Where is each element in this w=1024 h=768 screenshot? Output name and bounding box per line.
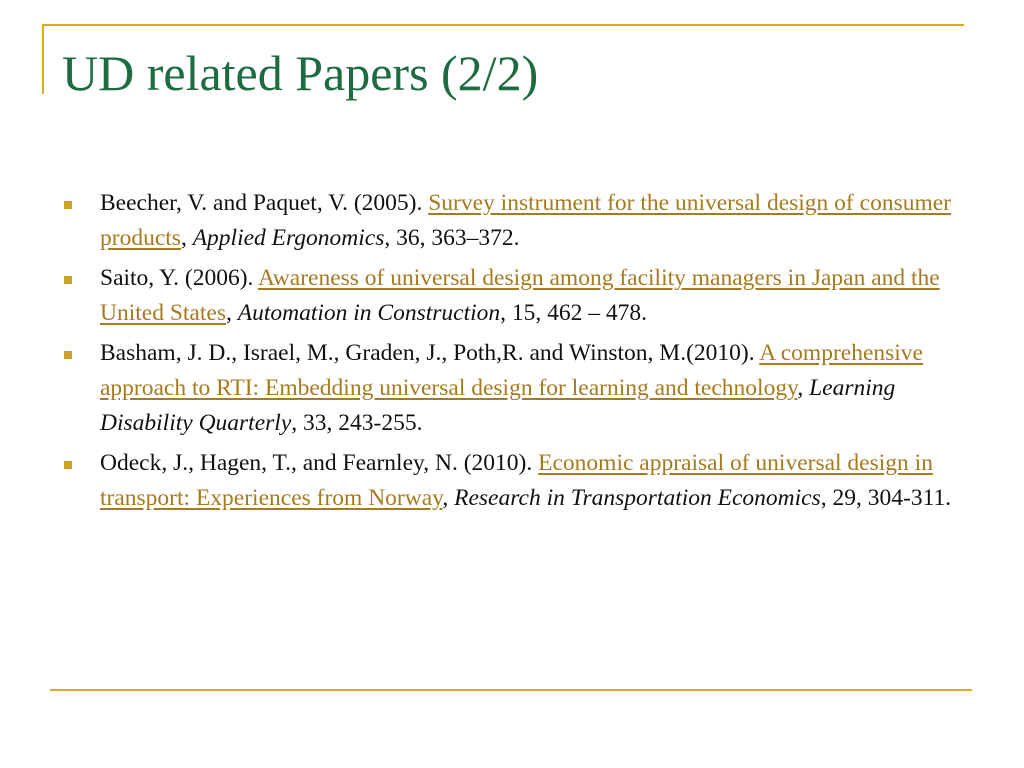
reference-authors: Beecher, V. and Paquet, V. (2005). (100, 190, 429, 216)
reference-venue: Research in Transportation Economics (454, 485, 821, 511)
reference-item (62, 186, 962, 256)
reference-authors: Basham, J. D., Israel, M., Graden, J., Poth,R. and Winston, M.(2010). (100, 340, 760, 366)
reference-details: , 33, 243-255. (291, 410, 423, 436)
square-bullet-icon (64, 276, 72, 284)
reference-details: , 29, 304-311. (820, 485, 952, 511)
square-bullet-icon (64, 201, 72, 209)
reference-venue: Applied Ergonomics (192, 225, 385, 251)
reference-details: , 15, 462 – 478. (500, 300, 648, 326)
reference-venue: Automation in Construction (237, 300, 501, 326)
square-bullet-icon (64, 461, 72, 469)
top-accent-rule (42, 24, 964, 26)
reference-title-link[interactable]: A comprehensive approach to RTI: Embedding universal design for learning and technology (100, 340, 923, 401)
reference-authors: Saito, Y. (2006). (100, 265, 258, 291)
reference-separator: , (442, 485, 455, 511)
reference-separator: , (225, 300, 238, 326)
reference-item (62, 446, 962, 516)
reference-title-link[interactable]: Survey instrument for the universal design of consumer products (100, 190, 951, 251)
left-accent-rule (42, 24, 44, 94)
reference-venue: Learning Disability Quarterly (100, 375, 896, 436)
bottom-accent-rule (50, 689, 972, 691)
reference-details: , 36, 363–372. (384, 225, 520, 251)
reference-item (62, 261, 962, 331)
reference-item (62, 336, 962, 441)
reference-list (62, 186, 962, 521)
reference-title-link[interactable]: Awareness of universal design among facility managers in Japan and the United States (100, 265, 940, 326)
slide-title: UD related Papers (2/2) (62, 45, 539, 101)
reference-authors: Odeck, J., Hagen, T., and Fearnley, N. (2010). (100, 450, 539, 476)
reference-separator: , (180, 225, 193, 251)
reference-title-link[interactable]: Economic appraisal of universal design in transport: Experiences from Norway (100, 450, 933, 511)
reference-separator: , (797, 375, 810, 401)
square-bullet-icon (64, 351, 72, 359)
